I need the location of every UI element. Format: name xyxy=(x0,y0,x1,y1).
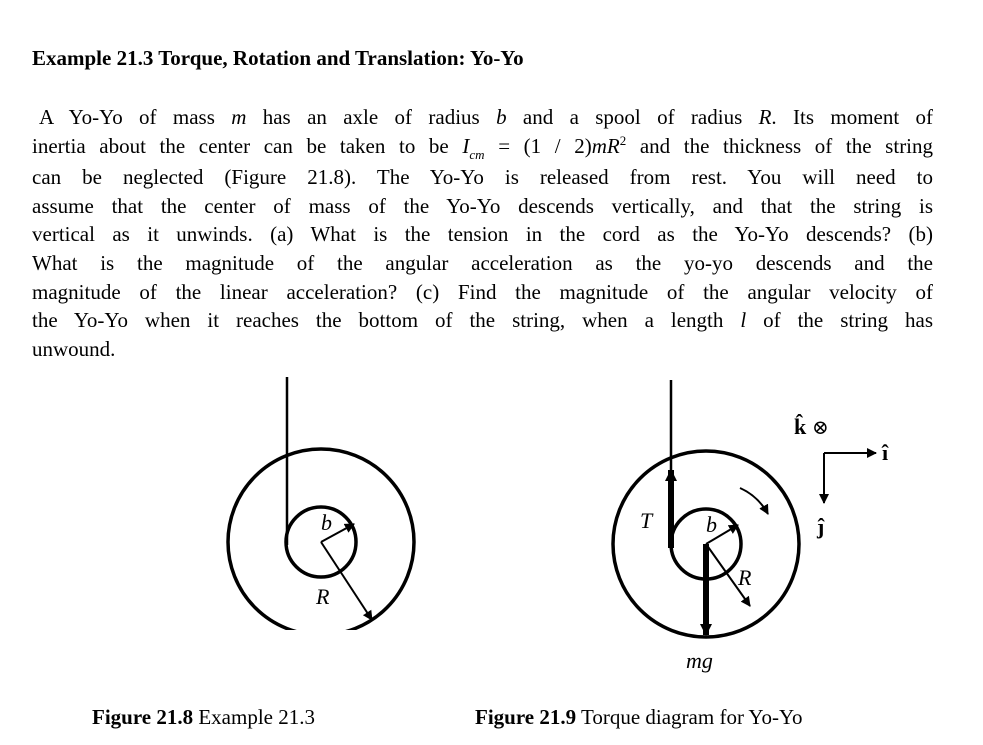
problem-statement xyxy=(32,103,933,363)
label-b: b xyxy=(706,512,717,537)
figure-21-9-caption: Figure 21.9 Torque diagram for Yo-Yo xyxy=(475,705,803,729)
figure-21-9-diagram xyxy=(600,370,900,680)
label-R: R xyxy=(316,584,330,609)
text-line: assume that the center of mass of the Yo-Yo descends vertically, and that the string is xyxy=(32,193,933,218)
label-T: T xyxy=(640,508,653,533)
text-line: unwound. xyxy=(32,336,116,361)
label-k-hat: k̂ xyxy=(794,414,807,439)
text-line: What is the magnitude of the angular acceleration as the yo-yo descends and the xyxy=(32,250,933,275)
label-R: R xyxy=(738,565,752,590)
text-line: magnitude of the linear acceleration? (c) Find the magnitude of the angular velocity of xyxy=(32,279,933,304)
text-line: vertical as it unwinds. (a) What is the tension in the cord as the Yo-Yo descends? (b) xyxy=(32,222,933,247)
text-line: can be neglected (Figure 21.8). The Yo-Yo is released from rest. You will need to xyxy=(32,165,933,190)
example-title: Example 21.3 Torque, Rotation and Translation: Yo-Yo xyxy=(32,46,524,70)
label-j-hat: ĵ xyxy=(817,514,825,539)
rotation-arrow xyxy=(740,488,768,514)
label-i-hat: î xyxy=(882,440,889,465)
label-mg: mg xyxy=(686,648,713,673)
text-line: the Yo-Yo when it reaches the bottom of the string, when a length l of the string has xyxy=(32,308,934,333)
figure-21-8-diagram xyxy=(200,370,440,630)
text-line: A Yo-Yo of mass m has an axle of radius b and a spool of radius R. Its moment of xyxy=(39,105,934,129)
text-line: inertia about the center can be taken to be $I_{cm} = (1 / 2)mR^2$ and the thickness of the string xyxy=(32,132,934,162)
figure-21-8-caption: Figure 21.8 Example 21.3 xyxy=(92,705,315,729)
label-b: b xyxy=(321,510,332,535)
label-into-page: ⊗ xyxy=(812,417,829,439)
